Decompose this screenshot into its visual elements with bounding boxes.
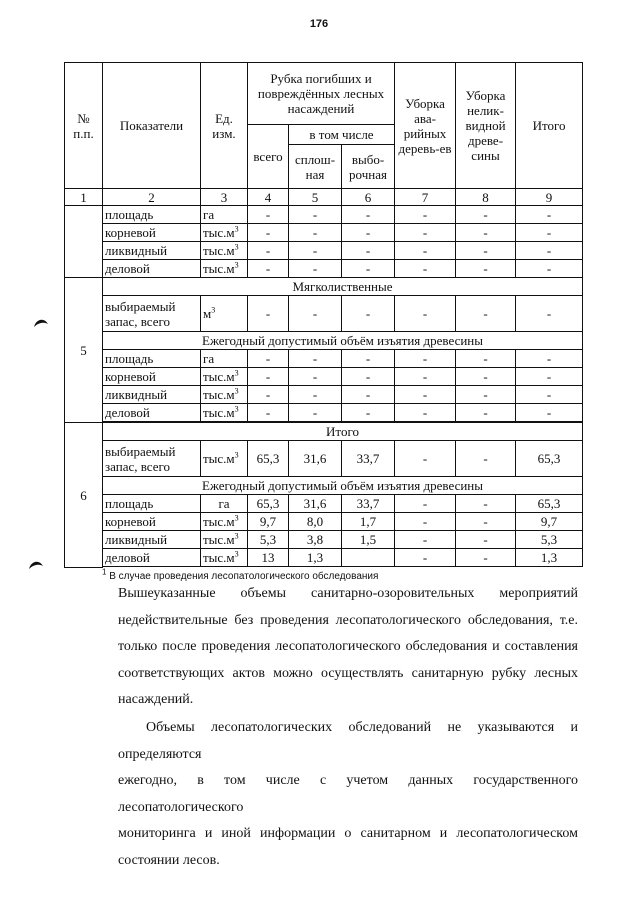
text-line: соответствующих актов можно осуществлять санитарную рубку лесных bbox=[118, 665, 578, 681]
scan-hole-mark bbox=[28, 558, 44, 570]
footnote-mark: 1 bbox=[102, 567, 107, 577]
row-unit: $тыс.м^3$ bbox=[201, 368, 248, 386]
cell: - bbox=[248, 368, 289, 386]
cell: 3,8 bbox=[289, 531, 342, 549]
row-unit: $м^3$ bbox=[201, 296, 248, 332]
cell: - bbox=[248, 260, 289, 278]
cell: - bbox=[456, 350, 516, 368]
cell: - bbox=[289, 206, 342, 224]
table-row bbox=[65, 242, 583, 260]
header-total: Итого bbox=[516, 63, 583, 189]
harvest-table bbox=[64, 62, 583, 568]
row-num bbox=[65, 206, 103, 278]
cell: 1,5 bbox=[342, 531, 395, 549]
text-line: мониторинга и иной информации о санитарном и лесопатологическом bbox=[118, 826, 578, 841]
row-unit: $тыс.м^3$ bbox=[201, 242, 248, 260]
row-unit: $тыс.м^3$ bbox=[201, 441, 248, 477]
cell: 31,6 bbox=[289, 495, 342, 513]
header-unit: Ед. изм. bbox=[201, 63, 248, 189]
cell: 8,0 bbox=[289, 513, 342, 531]
cell: - bbox=[248, 350, 289, 368]
header-sanitary-felling: Рубка погибших и повреждённых лесных насаждений bbox=[248, 63, 395, 125]
section-subtitle-row bbox=[65, 332, 583, 350]
page-number: 176 bbox=[309, 18, 329, 30]
cell: - bbox=[248, 386, 289, 404]
cell: - bbox=[395, 350, 456, 368]
col-num: 2 bbox=[103, 189, 201, 206]
cell: - bbox=[395, 386, 456, 404]
cell: 33,7 bbox=[342, 495, 395, 513]
cell: 65,3 bbox=[516, 441, 583, 477]
row-label: площадь bbox=[103, 495, 201, 513]
cell: - bbox=[395, 368, 456, 386]
cell: - bbox=[342, 206, 395, 224]
cell: - bbox=[289, 296, 342, 332]
cell: 1,3 bbox=[516, 549, 583, 567]
scan-hole-mark bbox=[33, 316, 49, 328]
cell: 1,7 bbox=[342, 513, 395, 531]
cell: - bbox=[516, 404, 583, 422]
row-unit: $тыс.м^3$ bbox=[201, 260, 248, 278]
text-line: состоянии лесов. bbox=[118, 852, 220, 868]
cell: - bbox=[395, 206, 456, 224]
cell: - bbox=[456, 495, 516, 513]
cell: - bbox=[456, 260, 516, 278]
col-num: 3 bbox=[201, 189, 248, 206]
cell: 5,3 bbox=[516, 531, 583, 549]
cell: - bbox=[248, 242, 289, 260]
cell: - bbox=[342, 368, 395, 386]
cell: - bbox=[248, 404, 289, 422]
cell: - bbox=[342, 296, 395, 332]
row-label: выбираемый запас, всего bbox=[103, 296, 201, 332]
cell: - bbox=[456, 386, 516, 404]
row-label: ликвидный bbox=[103, 386, 201, 404]
row-label: корневой bbox=[103, 368, 201, 386]
cell: - bbox=[456, 441, 516, 477]
text-line: только после проведения лесопатологического обследования и составления bbox=[118, 639, 578, 654]
cell: - bbox=[342, 386, 395, 404]
cell: - bbox=[516, 242, 583, 260]
col-num: 8 bbox=[456, 189, 516, 206]
table-row bbox=[65, 260, 583, 278]
section-title: Мягколиственные bbox=[103, 278, 583, 296]
row-num: 6 bbox=[65, 423, 103, 568]
row-label: деловой bbox=[103, 260, 201, 278]
row-unit: га bbox=[201, 206, 248, 224]
header-total-all: всего bbox=[248, 125, 289, 189]
section-title-row bbox=[65, 423, 583, 441]
table-row bbox=[65, 549, 583, 567]
header-selective: выбо-рочная bbox=[342, 145, 395, 189]
text-line: Объемы лесопатологических обследований не указываются и определяются bbox=[118, 720, 578, 762]
paragraph-1 bbox=[118, 581, 578, 714]
row-unit: $тыс.м^3$ bbox=[201, 549, 248, 567]
section-title-row bbox=[65, 278, 583, 296]
table-row bbox=[65, 404, 583, 422]
cell: - bbox=[395, 549, 456, 567]
row-label: площадь bbox=[103, 206, 201, 224]
cell: - bbox=[395, 495, 456, 513]
cell: - bbox=[456, 296, 516, 332]
cell: - bbox=[395, 441, 456, 477]
row-label: ликвидный bbox=[103, 242, 201, 260]
section-subtitle: Ежегодный допустимый объём изъятия древесины bbox=[103, 477, 583, 495]
table-row bbox=[65, 224, 583, 242]
row-unit: $тыс.м^3$ bbox=[201, 513, 248, 531]
cell: - bbox=[289, 350, 342, 368]
row-label: деловой bbox=[103, 549, 201, 567]
cell: - bbox=[395, 531, 456, 549]
cell: - bbox=[248, 224, 289, 242]
row-label: деловой bbox=[103, 404, 201, 422]
cell: - bbox=[456, 242, 516, 260]
header-illiquid: Уборка нелик-видной древе-сины bbox=[456, 63, 516, 189]
cell: - bbox=[342, 260, 395, 278]
col-num: 5 bbox=[289, 189, 342, 206]
row-unit: га bbox=[201, 495, 248, 513]
row-num: 5 bbox=[65, 278, 103, 423]
cell: - bbox=[456, 513, 516, 531]
text-line: насаждений. bbox=[118, 692, 194, 707]
cell: - bbox=[395, 404, 456, 422]
text-line: ежегодно, в том числе с учетом данных государственного лесопатологического bbox=[118, 773, 578, 815]
paragraph-2 bbox=[118, 715, 578, 874]
cell: - bbox=[289, 368, 342, 386]
col-num: 1 bbox=[65, 189, 103, 206]
cell: - bbox=[456, 531, 516, 549]
row-unit: $тыс.м^3$ bbox=[201, 404, 248, 422]
cell: - bbox=[456, 224, 516, 242]
header-num: № п.п. bbox=[65, 63, 103, 189]
footnote-text: В случае проведения лесопатологического обследования bbox=[106, 571, 379, 582]
column-numbers-row bbox=[65, 189, 583, 206]
cell: - bbox=[342, 350, 395, 368]
cell: - bbox=[395, 224, 456, 242]
cell: - bbox=[289, 404, 342, 422]
header-emergency: Уборка ава-рийных деревь-ев bbox=[395, 63, 456, 189]
row-unit: га bbox=[201, 350, 248, 368]
cell: - bbox=[456, 404, 516, 422]
col-num: 6 bbox=[342, 189, 395, 206]
table-row bbox=[65, 206, 583, 224]
table-row bbox=[65, 495, 583, 513]
cell: - bbox=[516, 386, 583, 404]
header-solid: сплош-ная bbox=[289, 145, 342, 189]
cell: - bbox=[395, 296, 456, 332]
cell: - bbox=[342, 224, 395, 242]
row-label: выбираемый запас, всего bbox=[103, 441, 201, 477]
section-subtitle: Ежегодный допустимый объём изъятия древесины bbox=[103, 332, 583, 350]
cell: - bbox=[342, 404, 395, 422]
text-line: недействительные без проведения лесопатологического обследования, т.е. bbox=[118, 612, 578, 628]
header-indicators: Показатели bbox=[103, 63, 201, 189]
cell: - bbox=[456, 368, 516, 386]
cell: 1,3 bbox=[289, 549, 342, 567]
cell: - bbox=[342, 242, 395, 260]
cell: - bbox=[456, 549, 516, 567]
row-label: корневой bbox=[103, 513, 201, 531]
cell: 9,7 bbox=[516, 513, 583, 531]
table-row bbox=[65, 386, 583, 404]
cell: - bbox=[456, 206, 516, 224]
section-subtitle-row bbox=[65, 477, 583, 495]
cell: 5,3 bbox=[248, 531, 289, 549]
cell: - bbox=[289, 260, 342, 278]
row-unit: $тыс.м^3$ bbox=[201, 386, 248, 404]
cell: 9,7 bbox=[248, 513, 289, 531]
cell: 13 bbox=[248, 549, 289, 567]
cell: 33,7 bbox=[342, 441, 395, 477]
cell: - bbox=[395, 242, 456, 260]
table-row bbox=[65, 296, 583, 332]
table-row bbox=[65, 441, 583, 477]
cell: - bbox=[395, 260, 456, 278]
table-row bbox=[65, 531, 583, 549]
row-unit: $тыс.м^3$ bbox=[201, 531, 248, 549]
col-num: 4 bbox=[248, 189, 289, 206]
cell: - bbox=[248, 296, 289, 332]
cell: - bbox=[395, 513, 456, 531]
row-label: площадь bbox=[103, 350, 201, 368]
cell: - bbox=[289, 242, 342, 260]
cell: - bbox=[516, 224, 583, 242]
row-unit: $тыс.м^3$ bbox=[201, 224, 248, 242]
col-num: 9 bbox=[516, 189, 583, 206]
cell: - bbox=[289, 386, 342, 404]
col-num: 7 bbox=[395, 189, 456, 206]
cell: - bbox=[516, 260, 583, 278]
row-label: ликвидный bbox=[103, 531, 201, 549]
header-including: в том числе bbox=[289, 125, 395, 145]
table-row bbox=[65, 350, 583, 368]
table-row bbox=[65, 368, 583, 386]
cell: 31,6 bbox=[289, 441, 342, 477]
cell: - bbox=[516, 368, 583, 386]
cell: - bbox=[516, 296, 583, 332]
cell: 65,3 bbox=[248, 495, 289, 513]
cell bbox=[342, 549, 395, 567]
cell: 65,3 bbox=[516, 495, 583, 513]
cell: - bbox=[248, 206, 289, 224]
cell: - bbox=[516, 350, 583, 368]
cell: 65,3 bbox=[248, 441, 289, 477]
cell: - bbox=[289, 224, 342, 242]
table-row bbox=[65, 513, 583, 531]
row-label: корневой bbox=[103, 224, 201, 242]
text-line: Вышеуказанные объемы санитарно-озоровительных мероприятий bbox=[118, 586, 578, 601]
cell: - bbox=[516, 206, 583, 224]
section-title: Итого bbox=[103, 423, 583, 441]
